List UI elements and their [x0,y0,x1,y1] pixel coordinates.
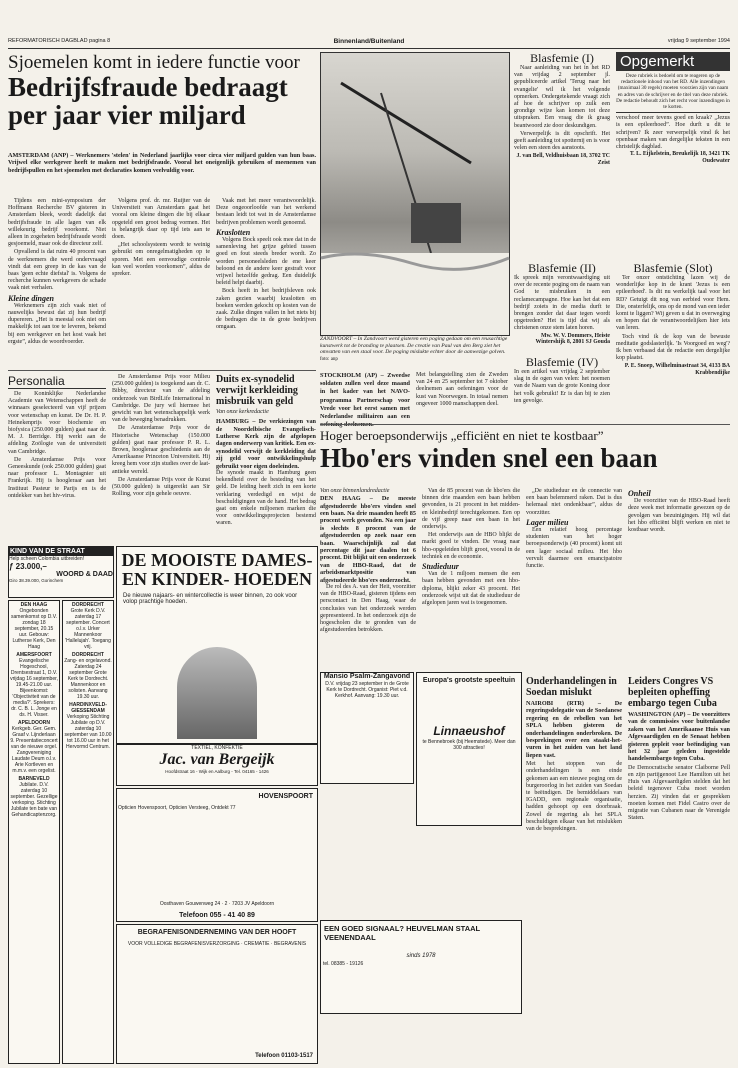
ad-goed-tel: tel. 08385 - 19126 [323,961,364,967]
hbo-col-4 [628,488,730,668]
hbo-subhead-2: Lager milieu [526,517,569,527]
ad-hovenspoort-name: HOVENSPOORT [258,793,313,800]
letter-title: Blasfemie (IV) [525,355,599,369]
personalia-item: De Amsterdamse Prijs voor Milieu (250.000 gulden) is toegekend aan dr. C. Bibby, directeur van de afdeling onderzoek van BirdLife International in Cambridge. De jury wil hiermee het gewicht van het wetenschappelijk werk van de beweging benadrukken. [112,374,210,424]
listing-text: Verkoping Stichting Jubilate op D.V. zaterdag 10 september van 10.00 tot 16.00 uur in het Hervormd Centrum. [64,714,112,750]
soedan-story [526,676,622,1062]
leiders-body: De Democratische senator Claiborne Pell en zijn partijgenoot Lee Hamilton uit het Huis van Afgevaardigden stelden dat het beleid tegenover Cuba moet worden herzien. Zij vinden dat er gesprekken moeten komen met Fidel Castro over de migratie van Cubanen naar de Verenigde Staten. [628,764,730,822]
synodiale-story [216,374,316,540]
synodiale-lead: HAMBURG – De verkiezingen van de Noordelbische Evangelisch-Lutherse Kerk zijn de afgelopen dagen onderwerp van kritiek. Een ex-synodelid verwijt de kerkleiding dat zij geld voor ontwikkelingshulp gebruikt voor eigen doeleinden. [216,418,316,470]
opgemerkt-body: verschoof meer tevens goed en kraak? „Jezus is een epileerhoed”. Hoe durft u dit te schrijven? Ik zeer verwerpelijk vind ik het openbaar maken van dergelijke teksten in een christelijk dagblad. [616,115,730,151]
letter-blasfemie-1 [514,52,610,256]
lead-body-8: Bock heeft in het bedrijfsleven ook zaken gezien waarbij kraslotten en boeken werden gekocht op kosten van de zaak. Zulke dingen vallen in het niets bij de bedragen die in de grote bedrijven omgaan. [216,288,316,331]
personalia-item: De Amsterdamse Prijs voor de Historische Wetenschap (150.000 gulden) gaat naar professor P. R. L. Brown, hoogleraar geschiedenis aan de Amerikaanse Princeton Universiteit. Hij kreeg hem voor zijn studies over de laat-antieke wereld. [112,425,210,475]
ad-hovenspoort-addr: Oosthaven Gouwenweg 24 · 2 · 7203 JV Apeldoorn [159,901,275,907]
soedan-headline: Onderhandelingen in Soedan mislukt [526,676,617,698]
hbo-col-1 [320,488,416,668]
ad-europa-title: Europa's grootste speeltuin [422,677,516,684]
listing [9,651,59,719]
listing-title: DORDRECHT [72,602,104,608]
lead-kicker: Sjoemelen komt in iedere functie voor [8,52,300,73]
ad-begrafenis [116,924,318,1064]
leiders-lead: WASHINGTON (AP) – De voorzitters van de commissies voor buitenlandse zaken van het Amerikaanse Huis van Afgevaardigden en de Senaat hebben gisteren gepleit voor beëindiging van het 32 jaar geleden ingestelde handelsembargo tegen Cuba. [628,711,730,763]
listing-title: APELDOORN [18,720,50,726]
lead-col-3 [216,198,316,366]
lead-body-3: Werknemers zijn zich vaak niet of nauwelijks bewust dat zij hun bedrijf dupereren. „Het is meestal ook niet om makkelijk tot aan toe te leveren, bekend bij een werkgever en het kost vaak het ergste”, aldus de woordvoerder. [8,302,106,345]
ad-kind-van-de-straat [8,546,114,598]
ad-bergeijk-line: TEXTIEL, KONFEKTIE [191,745,243,751]
listing-title: DORDRECHT [72,652,104,658]
listing-text: Jubilate. D.V. zaterdag 10 september. Gezellige verkoping. Stichting Jubilate ten bate van Gehandicaptenzorg. [10,782,58,818]
soedan-lead: NAIROBI (RTR) – De regeringsdelegatie van de Soedanese regering en de rebellen van het SPLA hebben gisteren de onderhandelingen onderbroken. De besprekingen over een staakt-het-vuren in het zuiden van het land liepen vast. [526,700,622,759]
letter-text: Ik spreek mijn verontwaardiging uit over de recente poging om de naam van God te misbruiken in een reclamecampagne. Hoe kan het dat een bedrijf zoiets in de media durft te brengen zonder dat daar tegen wordt opgetreden? Het is tijd dat wij als christenen onze stem laten horen. [514,275,610,332]
ad-dames-sub: De nieuwe najaars- en wintercollectie is weer binnen, zo ook voor volop prachtige hoeden. [123,593,298,605]
letter-title: Blasfemie (Slot) [633,261,713,275]
hbo-col-3 [526,488,622,668]
ad-bergeijk [116,744,318,786]
ad-linnaeushof [416,672,522,826]
synodiale-headline: Duits ex-synodelid verwijt kerkleiding misbruik van geld [216,374,298,407]
ad-bergeijk-name: Jac. van Bergeijk [159,751,275,768]
listing [63,701,113,751]
hbo-body-4: Van de 1 miljoen mensen die een baan hebben gevonden met een hbo-diploma, blijkt zeker 43 procent. Het onderzoek wijst uit dat de studieduur de afgelopen jaren wat is toegenomen. [422,571,520,607]
ad-hovenspoort [116,788,318,922]
header-left: REFORMATORISCH DAGBLAD pagina 8 [8,38,111,44]
letter-text: Verwerpelijk is dit opschrift. Het geeft aanleiding tot spotternij en is voor velen een steen des aanstoots. [514,130,610,152]
lead-body-1: Tijdens een mini-symposium der Hoffmann Recherche BV gisteren in Amsterdam bleek, wordt dadelijk dat bedrijfsfraude in alle lagen van elk willekeurig bedrijf voorkomt. Niet alleen in zogeheten bedrijfsfraude wordt gesjoemeld, maar ook de directeur zelf. [8,198,106,248]
lead-body-4: Volgens prof. dr. mr. Ruijter van de Universiteit van Amsterdam gaat het vooral om kleine dingen die bij elkaar opgeteld een groot bedrag vormen. Het is belangrijk daar op tijd iets aan te doen. [112,198,210,241]
lead-story-headlines [8,52,316,150]
letter-signature: J. van Bell, Veldhuisbaan 18, 3702 TC Zeist [516,153,610,167]
letter-title: Blasfemie (II) [528,261,596,275]
letter-blasfemie-4 [514,356,610,420]
letter-text: Toch vind ik de kop van de bewuste meditatie godslasterlijk. 'Is Voorgoed en weg'? Ik ben verbaasd dat de redactie een dergelijke kop plaatst. [616,333,730,362]
hbo-kicker: Hoger beroepsonderwijs „efficiënt en niet te kostbaar” [320,428,604,443]
lead-intro: AMSTERDAM (ANP) – Werknemers 'stelen' in Nederland jaarlijks voor circa vier miljard gulden van hun baas. Vrijwel elke werkgever heeft te maken met bedrijfsfraude. Vooral het oneigenlijk gebruiken of meenemen van bedrijfspullen en het sjoemelen met declaraties komen veelvuldig voor. [8,152,316,174]
ad-begraaf-title: BEGRAFENISONDERNEMING VAN DER HOOFT [137,929,297,936]
ad-bergeijk-addr: Hoofdstraat 16 - Wijk en Aalburg - Tel. 04165 - 1426 [165,769,269,774]
letter-blasfemie-slot [616,262,730,420]
lead-body-2: Opvallend is dat ruim 40 procent van de werknemers die werd ondervraagd vindt dat een greep in de kas van de baas 'geen echte diefstal' is. Volgens de recherche kunnen werkgevers de schade vaak niet verhalen. [8,249,106,292]
opgemerkt-column [616,52,730,256]
ad-hovenspoort-tel: Telefoon 055 - 41 40 89 [179,912,255,919]
opgemerkt-title: Opgemerkt [616,52,730,71]
personalia-title: Personalia [8,374,106,389]
lead-col-2 [112,198,210,366]
lead-col-1 [8,198,106,366]
stockholm-body: Met belangstelling zien de Zweden van 24 en 25 september tot 7 oktober deelnemen aan oefeningen voor de kust van Noorwegen. In totaal nemen ongeveer 1000 manschappen deel. [416,372,508,407]
hbo-byline: Van onze binnenlandredactie [320,488,390,494]
letter-signature: Mw. W. V. Dommers, Heiste Wintershijk 8, 2801 SJ Gouda [535,332,610,346]
listing-title: HARDINXVELD-GIESSENDAM [69,702,107,714]
letter-title: Blasfemie (I) [530,51,594,65]
beach-photo [320,52,510,336]
listing-text: Grote Kerk D.V. zaterdag 17 september. Concert o.l.v. Urker Mannenkoor 'Hallelujah'. Toegang vrij. [65,608,111,650]
listing-title: BARNEVELD [18,776,50,782]
stockholm-story [320,372,410,420]
opgemerkt-signature: T. L. Eijkelstein, Breukelijk 18, 3421 TK Oudewater [629,151,730,165]
listing-text: Evangelische Hogeschool, Drentsestraat 1, D.V. vrijdag 16 september, 19.45-21.00 uur. Bijeenkomst: 'Objectiviteit van de media?'. Sprekers: dr. C. B. L. Jonge en ds. H. Visser. [10,658,58,718]
ad-begraaf-text: VOOR VOLLEDIGE BEGRAFENISVERZORGING · CREMATIE · BEGRAVENIS [127,941,307,947]
hat-model-image [177,647,257,739]
hbo-body-3: Het onderwijs aan de HBO blijkt de markt goed te vinden. De vraag naar hbo-opgeleiden blijft groot, vooral in de techniek en de economie. [422,532,520,560]
listing [63,601,113,651]
synodiale-body: De synode maakt in Hamburg geen bekendheid over de besteding van het geld. De leiding heeft zich in een korte verklaring verdedigd en wijst de beschuldigingen van de hand. Het bedrag gaat om enkele miljoenen marken die voor ontwikkelingsprojecten bestemd waren. [216,470,316,527]
hbo-subhead-3: Onheil [628,489,651,498]
hbo-body-2: Van de 85 procent van de hbo'ers die binnen drie maanden een baan hebben gevonden, is 21 procent in het midden- en kleinbedrijf terechtgekomen. Een op de vijf greep naar een baan in het onderwijs. [422,488,520,531]
listing [9,775,59,819]
divider [8,370,316,371]
listing [63,651,113,701]
header-section: Binnenland/Buitenland [333,38,405,45]
ad-kind-small: Giro 38.39.000, Gorinchem [9,578,64,583]
ad-dames-hoeden [116,546,318,744]
photo-credit: foto: anp [320,356,338,362]
ad-kind-title: KIND VAN DE STRAAT [9,547,113,556]
letter-text: Naar aanleiding van het in het RD van vrijdag 2 september jl. gepubliceerde artikel 'Terug naar het evangelie' wil ik het volgende opmerken. Ondergetekende vraagt zich af hoe de schrijver op zulk een grondige wijze kan komen tot deze uitspraken. Een vraag die ik graag beantwoord zie door deskundigen. [514,65,610,129]
ad-kind-amount: ƒ 23.000,– [9,562,47,571]
listing [9,719,59,775]
personalia [8,374,106,540]
lead-body-6: Vaak met het meer verantwoordelijk. Deze ongeoorloofde van het werkend bestaan leidt tot wat in de Amsterdamse bedrijven problemen wordt genoemd. [216,198,316,226]
church-listings-col-2 [62,600,114,1064]
lead-body-7: Volgens Bock speelt ook mee dat in de samenleving het grijze gebied tussen goed en fout steeds breder wordt. Zo worden personeelsleden de ene keer beloond en de andere keer gestraft voor vrijwel hetzelfde gedrag. Een duidelijk beleid helpt daarbij. [216,237,316,287]
letter-body [514,65,610,152]
lead-subhead-2: Kraslotten [216,227,251,237]
ad-mansio [320,672,414,784]
ad-kind-sub: Help scheen Colombia uitbreiden! [9,556,85,562]
listing-title: AMERSFOORT [16,652,52,658]
lead-subhead-1: Kleine dingen [8,293,55,303]
ad-mansio-title: Mansio Psalm-Zangavond [323,673,411,680]
letter-text: In een artikel van vrijdag 2 september slag in de ogen van velen: het noemen van de Naam van de grote Koning door het volk gebruikt! Er is dan bij te zien ten gevolge. [514,369,610,404]
hbo-col-2 [422,488,520,668]
letter-blasfemie-2 [514,262,610,354]
church-listings-col-1 [8,600,60,1064]
stockholm-lead: STOCKHOLM (AP) – Zweedse soldaten zullen veel deze maand in het kader van het NAVO-programma Partnerschap voor Vrede voor het eerst samen met Nederlandse militairen aan een [320,372,410,421]
hbo-body-7: De voorzitter van de HBO-Raad heeft deze week met informatie gewezen op de gevolgen van bezuinigingen. Hij wil dat het hbo efficiënt blijft werken en niet te kostbaar wordt. [628,498,730,534]
stockholm-col-2 [416,372,508,420]
listing-text: Kerkgeb. Ger. Gem. Graaf v. Lijnderlaan 9. Presentatieconcert van de nieuwe orgel. Zangvereniging Laudate Deum o.l.v. Arie Kortleven en m.m.v. een orgelist. [10,726,58,774]
ad-dames-title: DE MOOISTE DAMES- EN KINDER- HOEDEN [121,550,313,589]
personalia-item: De Koninklijke Nederlandse Academie van Wetenschappen heeft de winnaars geselecteerd van vijf prijzen voor wetenschap en kunst. De Dr. H. P. Heinekenprijs voor biochemie en biofysica (250.000 gulden) gaat naar dr. M. J. Berridge. Hij werkt aan de afdeling Zoölogie van de universiteit van Cambridge. [8,391,106,455]
leiders-headline: Leiders Congres VS bepleiten opheffing embargo tegen Cuba [628,676,717,709]
hbo-lead: DEN HAAG – De meeste afgestudeerde hbo'ers vinden snel een baan. Na drie maanden heeft 85 procent werk gevonden. Na een jaar is slechts 8 procent van de afgestudeerden op zoek naar een baan. Waarschijnlijk zal dat percentage dit jaar daalen tot 6 procent. Dit blijkt uit een onderzoek van de HBO-Raad, dat de arbeidsmarktpositie van afgestudeerde hbo'ers onderzocht. [320,495,416,584]
hbo-body-6: Een relatief hoog percentage studenten van het hoger beroepsonderwijs (40 procent) komt uit een lager sociaal milieu. Het hbo vervult daarmee een emancipatoire functie. [526,527,622,570]
listing-text: Ongebonden samenkomst op D.V. zondag 18 september, 20.15 uur. Gebouw: Lutherse Kerk, Den Haag [11,608,57,650]
personalia-item: De Amsterdamse Prijs voor de Kunst (50.000 gulden) is uitgereikt aan Sir Rolling, voor zijn gehele oeuvre. [112,476,210,498]
ad-linnaeushof-name: Linnaeushof [433,724,505,738]
divider [320,424,730,425]
personalia-text-1 [8,391,106,500]
hbo-headline: Hbo'ers vinden snel een baan [320,443,658,473]
synodiale-byline: Van onze kerkredactie [216,409,269,415]
hbo-headlines [320,428,730,484]
hbo-body-1: De rol des A. van der Heit, voorzitter van de HBO-Raad, gisteren tijdens een perscontact in Den Haag, waar de conclusies van het onderzoek werden gepresenteerd. In het onderzoek zijn de hogescholen die te gronden van de afgestudeerden betrokken. [320,584,416,634]
ad-hovenspoort-text: Opticien Hovenspoort, Opticien Versteeg, Ontdekt 77 [118,805,236,811]
personalia-col-2 [112,374,210,540]
listing [9,601,59,651]
photo-caption [320,336,508,370]
opgemerkt-intro: Deze rubriek is bedoeld om te reageren op de redactionele inhoud van het RD. Alle inzendingen (maximaal 30 regels) moeten voorzien zijn van naam en adres van de schrijver en de titel van deze rubriek. De redactie behoudt zich het recht voor inzendingen in te korten. [616,71,730,113]
ad-begraaf-tel: Telefoon 01103-1517 [255,1053,313,1059]
personalia-item: De Amsterdamse Prijs voor Geneeskunde (ook 250.000 gulden) gaat naar professor L. Montagnier uit Frankrijk. Hij is hoogleraar aan het Instituut Pasteur te Parijs en is de ontdekker van het hiv-virus. [8,456,106,499]
lead-body-5: „Het schoolsysteem wordt te weinig gebruikt om onregelmatigheden op te sporen. Met een eenvoudige controle kan veel worden voorkomen”, aldus de spreker. [112,242,210,278]
photo-caption-text: ZANDVOORT – In Zandvoort werd gisteren een poging gedaan om een reusachtige kunstwerk tot de branding te plaatsen. De creatie van Paul van den Berg ziet het omvatten van een staal voor. De poging mislukte echter door de aanwezige golven. [320,336,508,356]
ad-mansio-text: D.V. vrijdag 23 september in de Grote Kerk te Dordrecht. Organist: Piet v.d. Kerkhof. Aanvang: 19.30 uur. [325,681,409,699]
letter-text: Ter onzer ontstichting lazen wij de wonderlijke kop in de krant 'Jezus is een epileerhoed'. Is dit nu werkelijk taal voor het RD? Getuigt dit nog van eerbied voor Hem. Die, onsterfelijk, ons op de mond van een ieder komt te liggen? Wij geven u dat in overweging en hopen dat de verantwoordelijken hier iets van leren. [616,275,730,332]
hbo-subhead-1: Studieduur [422,562,459,572]
lead-headline: Bedrijfsfraude bedraagt per jaar vier miljard [8,72,288,130]
ad-kind-brand: WOORD & DAAD [56,571,113,578]
ad-goed-title: EEN GOED SIGNAAL? HEUVELMAN STAAL VEENENDAAL [324,924,480,942]
ad-heuvelman-staal [320,920,522,1014]
soedan-body: Met het stoppen van de onderhandelingen is een einde gekomen aan een nieuwe poging om de burgeroorlog in het zuiden van Soedan te beëindigen. De bemiddelaars van IGADD, een regionale organisatie, hadden gehoopt op een doorbraak. Zowel de regering als het SPLA beschuldigen elkaar van het mislukken van de besprekingen. [526,761,622,833]
leiders-story [628,676,730,1062]
page-header [8,38,730,49]
listing-text: Zang- en orgelavond. Zaterdag 24 september Grote Kerk te Dordrecht. Mannenkoor en solisten. Aanvang 19.30 uur. [64,658,112,700]
header-date: vrijdag 9 september 1994 [667,38,730,44]
ad-goed-year: sinds 1978 [406,953,436,959]
hbo-body-5: „De studieduur en de connectie van een baan belemmerd raken. Dat is dus helemaal niet ondenkbaar”, aldus de voorzitter. [526,488,622,516]
ad-linnaeushof-text: te Bennebroek (bij Heemstede). Meer dan 300 attracties! [422,739,516,751]
letter-body [616,275,730,362]
letter-signature: P. E. Snoep, Wilhelminastraat 34, 4133 BA Krabbendijke [624,363,730,377]
listing-title: DEN HAAG [20,602,48,608]
